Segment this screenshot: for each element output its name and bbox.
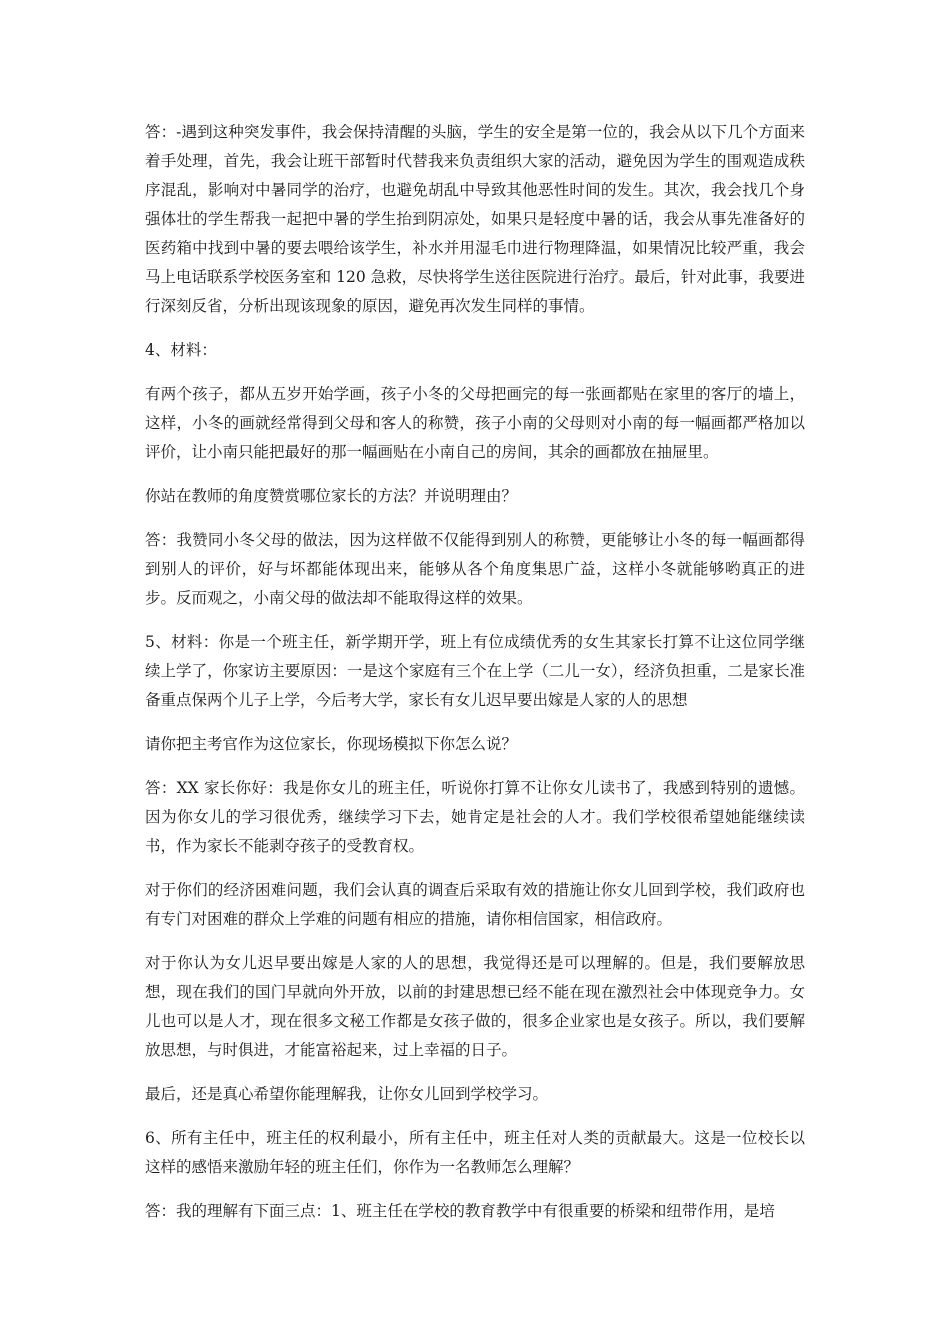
paragraph-answer-3: 答：-遇到这种突发事件，我会保持清醒的头脑，学生的安全是第一位的，我会从以下几个方面来着手处理，首先，我会让班干部暂时代替我来负责组织大家的活动，避免因为学生的围观造成秩序混乱，影响对中暑同学的治疗，也避免胡乱中导致其他恶性时间的发生。其次，我会找几个身强体壮的学生帮我一起把中暑的学生抬到阴凉处，如果只是轻度中暑的话，我会从事先准备好的医药箱中找到中暑的要去喂给该学生，补水并用湿毛巾进行物理降温，如果情况比较严重，我会马上电话联系学校医务室和 120 急救，尽快将学生送往医院进行治疗。最后，针对此事，我要进行深刻反省，分析出现该现象的原因，避免再次发生同样的事情。	[145, 123, 805, 315]
paragraph-material-4: 有两个孩子，都从五岁开始学画，孩子小冬的父母把画完的每一张画都贴在家里的客厅的墙上，这样，小冬的画就经常得到父母和客人的称赞，孩子小南的父母则对小南的每一幅画都严格加以评价，让小南只能把最好的那一幅画贴在小南自己的房间，其余的画都放在抽屉里。	[145, 385, 805, 461]
paragraph-answer-5-economy: 对于你们的经济困难问题，我们会认真的调查后采取有效的措施让你女儿回到学校，我们政府也有专门对困难的群众上学难的问题有相应的措施，请你相信国家，相信政府。	[145, 881, 805, 928]
paragraph-answer-5: 答：XX 家长你好：我是你女儿的班主任，听说你打算不让你女儿读书了，我感到特别的遗憾。因为你女儿的学习很优秀，继续学习下去，她肯定是社会的人才。我们学校很希望她能继续读书，作为家长不能剥夺孩子的受教育权。	[145, 779, 805, 855]
question-4: 你站在教师的角度赞赏哪位家长的方法？并说明理由？	[145, 487, 518, 505]
document-body	[145, 118, 805, 1241]
paragraph-material-5: 5、材料：你是一个班主任，新学期开学，班上有位成绩优秀的女生其家长打算不让这位同学继续上学了，你家访主要原因：一是这个家庭有三个在上学（二儿一女），经济负担重，二是家长准备重点保两个儿子上学，今后考大学，家长有女儿迟早要出嫁是人家的人的思想	[145, 633, 805, 709]
paragraph-answer-6: 答：我的理解有下面三点：1、班主任在学校的教育教学中有很重要的桥梁和纽带作用，是培	[145, 1202, 775, 1220]
question-6: 6、所有主任中，班主任的权利最小，所有主任中，班主任对人类的贡献最大。这是一位校长以这样的感悟来激励年轻的班主任们，你作为一名教师怎么理解？	[145, 1129, 805, 1176]
heading-material-4: 4、材料：	[145, 341, 217, 359]
question-5: 请你把主考官作为这位家长，你现场模拟下你怎么说？	[145, 735, 518, 753]
paragraph-answer-5-thinking: 对于你认为女儿迟早要出嫁是人家的人的思想，我觉得还是可以理解的。但是，我们要解放思想，现在我们的国门早就向外开放，以前的封建思想已经不能在现在激烈社会中体现竞争力。女儿也可以是人才，现在很多文秘工作都是女孩子做的，很多企业家也是女孩子。所以，我们要解放思想，与时俱进，才能富裕起来，过上幸福的日子。	[145, 954, 805, 1059]
paragraph-answer-5-closing: 最后，还是真心希望你能理解我，让你女儿回到学校学习。	[145, 1085, 549, 1103]
paragraph-answer-4: 答：我赞同小冬父母的做法，因为这样做不仅能得到别人的称赞，更能够让小冬的每一幅画都得到别人的评价，好与坏都能体现出来，能够从各个角度集思广益，这样小冬就能够哟真正的进步。反而观之，小南父母的做法却不能取得这样的效果。	[145, 531, 805, 607]
